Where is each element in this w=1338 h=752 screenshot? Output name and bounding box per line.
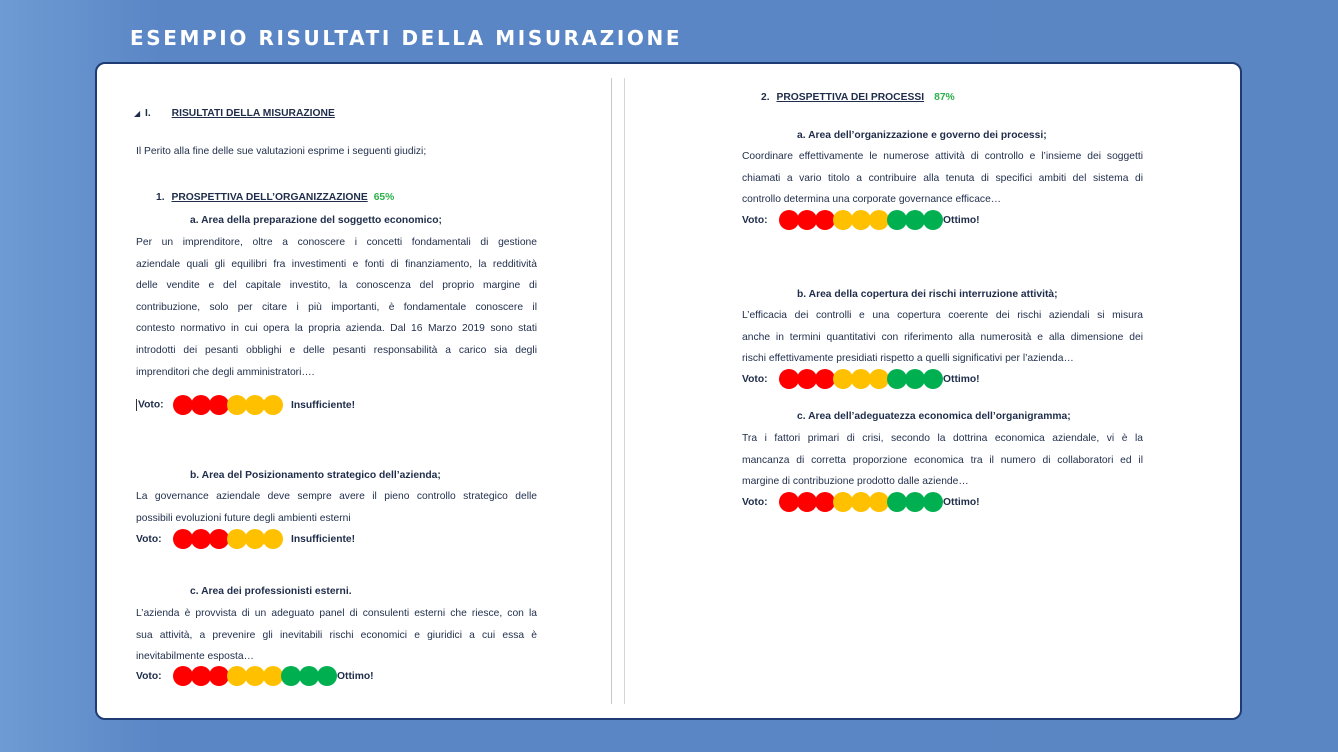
body-line: contesto normativo in cui opera la propria azienda. Dal 16 Marzo 2019 sono stati <box>136 323 537 335</box>
rating-dots <box>779 210 941 230</box>
rating-dot-red <box>209 529 229 549</box>
body-line: controllo determina una corporate governance efficace… <box>742 194 1002 206</box>
rating-dot-yellow <box>227 395 247 415</box>
rating-dot-red <box>815 369 835 389</box>
rating-dots <box>779 369 941 389</box>
body-line: Coordinare effettivamente le numerose attività di controllo e l’insieme dei soggetti <box>742 151 1143 162</box>
section-heading <box>134 103 335 125</box>
vote-row <box>136 529 355 549</box>
body-line: margine di contribuzione prodotto dalle aziende… <box>742 476 969 488</box>
perspective-heading-1 <box>156 187 394 209</box>
vote-row <box>742 210 980 230</box>
rating-dot-red <box>815 492 835 512</box>
rating-dot-yellow <box>227 529 247 549</box>
perspective-number: 2. <box>761 92 770 103</box>
rating-dot-yellow <box>833 492 853 512</box>
body-line: introdotti dei pesanti obblighi e delle pesanti responsabilità a carico sia degli <box>136 344 537 356</box>
body-line: rischi effettivamente presidiati rispetto a quelli significativi per l’azienda… <box>742 353 1074 365</box>
rating-dot-yellow <box>851 492 871 512</box>
vote-label: Voto: <box>136 670 162 682</box>
rating-dot-yellow <box>263 666 283 686</box>
rating-dot-red <box>191 529 211 549</box>
rating-dot-red <box>779 210 799 230</box>
perspective-percent: 87% <box>934 92 955 103</box>
body-line: aziendale quali gli equilibri fra investimenti e fonti di finanziamento, la redditività <box>136 258 537 270</box>
rating-dot-red <box>191 666 211 686</box>
rating-dot-yellow <box>227 666 247 686</box>
vote-verdict: Ottimo! <box>337 670 374 682</box>
rating-dot-yellow <box>245 666 265 686</box>
rating-dot-red <box>209 395 229 415</box>
rating-dot-yellow <box>263 529 283 549</box>
rating-dot-red <box>797 492 817 512</box>
vote-verdict: Insufficiente! <box>291 533 356 545</box>
rating-dot-green <box>317 666 337 686</box>
rating-dot-green <box>299 666 319 686</box>
vote-label: Voto: <box>138 399 164 411</box>
vote-label: Voto: <box>742 373 768 385</box>
rating-dots <box>779 492 941 512</box>
rating-dot-yellow <box>833 210 853 230</box>
slide-title: ESEMPIO RISULTATI DELLA MISURAZIONE <box>130 26 683 50</box>
body-line: mancanza di corretta proporzione economica tra il numero di collaboratori ed il <box>742 454 1143 466</box>
vote-label: Voto: <box>136 533 162 545</box>
body-line: L’efficacia dei controlli e una copertura coerente dei rischi aziendali si misura <box>742 310 1143 321</box>
rating-dot-yellow <box>833 369 853 389</box>
section-title: RISULTATI DELLA MISURAZIONE <box>171 108 335 119</box>
rating-dot-green <box>905 369 925 389</box>
rating-dot-yellow <box>245 395 265 415</box>
area-heading: c. Area dei professionisti esterni. <box>190 586 352 597</box>
rating-dot-green <box>887 369 907 389</box>
rating-dot-red <box>779 492 799 512</box>
body-line: Per un imprenditore, oltre a conoscere i concetti fondamentali di gestione <box>136 237 537 248</box>
rating-dot-yellow <box>245 529 265 549</box>
vote-verdict: Ottimo! <box>943 496 980 508</box>
collapse-triangle-icon[interactable]: ◢ <box>134 109 141 118</box>
area-heading: b. Area del Posizionamento strategico dell’azienda; <box>190 470 441 481</box>
rating-dot-red <box>173 529 193 549</box>
rating-dot-red <box>173 395 193 415</box>
rating-dot-red <box>815 210 835 230</box>
area-body <box>742 428 1143 493</box>
rating-dot-red <box>797 210 817 230</box>
vote-verdict: Ottimo! <box>943 214 980 226</box>
rating-dot-green <box>905 492 925 512</box>
body-line: chiamati a vario titolo a contribuire alla tenuta di specifici ambiti del sistema di <box>742 172 1143 184</box>
area-heading: a. Area della preparazione del soggetto economico; <box>190 215 442 226</box>
vote-row <box>742 369 980 389</box>
area-heading: a. Area dell’organizzazione e governo dei processi; <box>797 130 1047 141</box>
rating-dot-green <box>887 210 907 230</box>
perspective-title: PROSPETTIVA DELL’ORGANIZZAZIONE <box>171 192 368 203</box>
rating-dot-red <box>797 369 817 389</box>
rating-dot-green <box>905 210 925 230</box>
area-body <box>742 305 1143 370</box>
vote-row <box>742 492 980 512</box>
page-divider-right <box>624 78 625 704</box>
body-line: imprenditori che degli amministratori…. <box>136 366 315 378</box>
rating-dot-green <box>281 666 301 686</box>
page-divider <box>611 78 612 704</box>
rating-dot-red <box>209 666 229 686</box>
rating-dot-yellow <box>869 210 889 230</box>
rating-dot-yellow <box>869 492 889 512</box>
vote-label: Voto: <box>742 496 768 508</box>
perspective-heading-2 <box>761 87 955 109</box>
body-line: Tra i fattori primari di crisi, secondo la dottrina economica aziendale, vi è la <box>742 433 1143 444</box>
body-line: L’azienda è provvista di un adeguato panel di consulenti esterni che riesce, con la <box>136 608 537 619</box>
body-line: sua attività, a prevenire gli inevitabili rischi economici e giuridici a cui essa è <box>136 629 537 641</box>
area-heading: b. Area della copertura dei rischi interruzione attività; <box>797 289 1058 300</box>
body-line: anche in termini quantitativi con riferimento alla numerosità e alla dimensione dei <box>742 331 1143 343</box>
rating-dot-green <box>923 369 943 389</box>
rating-dots <box>173 666 335 686</box>
rating-dot-yellow <box>851 210 871 230</box>
text-cursor <box>136 399 137 411</box>
body-line: contribuzione, solo per citare i più importanti, è fondamentale conoscere il <box>136 301 537 313</box>
body-line: delle vendite e del capitale investito, la conoscenza del proprio margine di <box>136 280 537 292</box>
body-line: possibili evoluzioni future degli ambienti esterni <box>136 512 351 524</box>
rating-dot-red <box>191 395 211 415</box>
area-body <box>136 486 537 529</box>
rating-dots <box>173 395 281 415</box>
rating-dot-yellow <box>869 369 889 389</box>
rating-dot-yellow <box>851 369 871 389</box>
vote-row <box>136 395 355 415</box>
area-heading: c. Area dell’adeguatezza economica dell’organigramma; <box>797 411 1071 422</box>
perspective-title: PROSPETTIVA DEI PROCESSI <box>776 92 925 103</box>
vote-row <box>136 666 374 686</box>
rating-dot-green <box>923 492 943 512</box>
rating-dot-red <box>779 369 799 389</box>
vote-verdict: Ottimo! <box>943 373 980 385</box>
vote-label: Voto: <box>742 214 768 226</box>
rating-dots <box>173 529 281 549</box>
intro-text: Il Perito alla fine delle sue valutazioni esprime i seguenti giudizi; <box>136 146 427 157</box>
rating-dot-green <box>923 210 943 230</box>
rating-dot-yellow <box>263 395 283 415</box>
section-marker: I. <box>145 108 151 119</box>
area-body <box>742 146 1143 211</box>
rating-dot-red <box>173 666 193 686</box>
area-body <box>136 232 537 383</box>
vote-verdict: Insufficiente! <box>291 399 356 411</box>
perspective-number: 1. <box>156 192 165 203</box>
body-line: La governance aziendale deve sempre avere il pieno controllo strategico delle <box>136 491 537 502</box>
body-line: inevitabilmente esposta… <box>136 651 254 663</box>
area-body <box>136 603 537 668</box>
perspective-percent: 65% <box>373 192 395 203</box>
rating-dot-green <box>887 492 907 512</box>
